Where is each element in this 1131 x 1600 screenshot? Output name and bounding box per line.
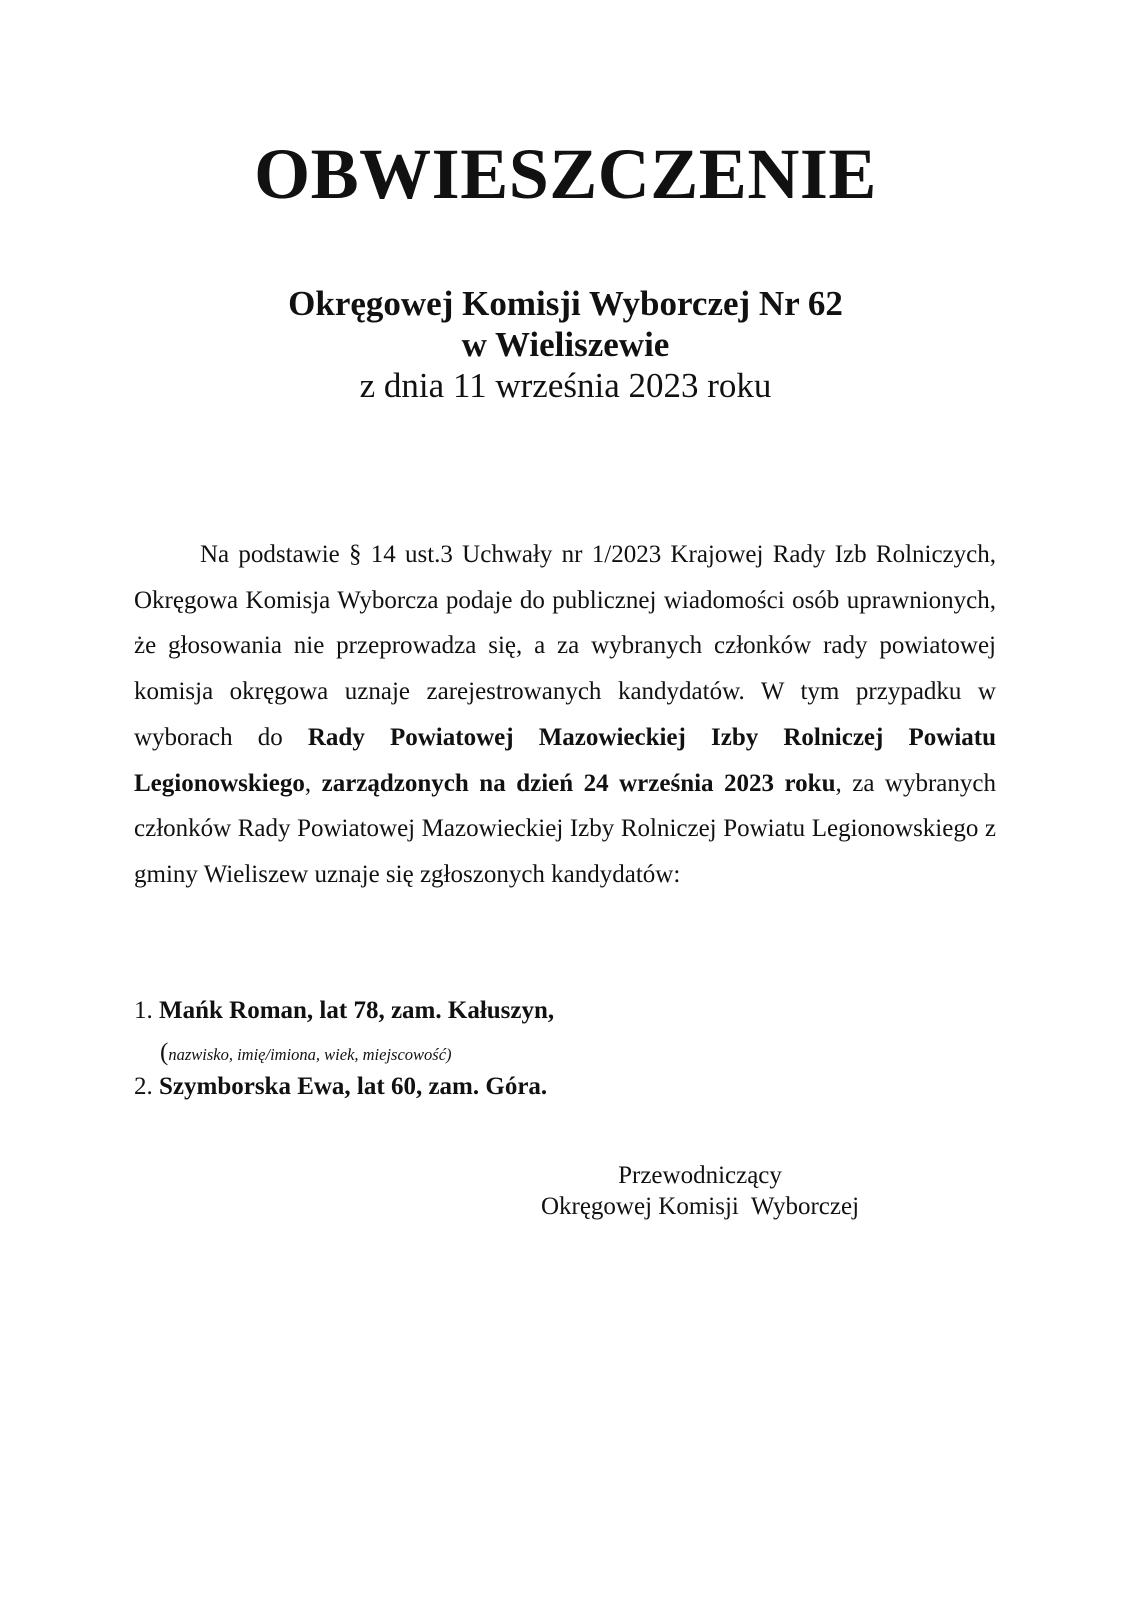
body-bold-election-date: zarządzonych na dzień 24 września 2023 roku (321, 769, 836, 797)
issuer-location: w Wieliszewie (461, 325, 670, 364)
document-title: OBWIESZCZENIE (254, 134, 877, 214)
candidate-item-2 (134, 1072, 547, 1102)
issuer-block (0, 283, 1131, 406)
hint-open-paren: ( (160, 1039, 169, 1066)
body-text-part-2: , (304, 769, 322, 797)
body-text-part-1: Na podstawie § 14 ust.3 Uchwały nr 1/2023 Krajowej Rady Izb Rolniczych, Okręgowa Komisja Wyborcza podaje do publicznej wiadomości osób uprawnionych, że głosowania nie przeprowadza się, a za wybranych członków rady powiatowej komisja okręgowa uznaje zarejestrowanych kandydatów. W tym przypadku w wyborach do (134, 541, 996, 751)
body-bold-council: Rady Powiatowej Mazowieckiej Izby Rolniczej Powiatu Legionowskiego (134, 723, 996, 797)
candidate-entry: Szymborska Ewa, lat 60, zam. Góra. (159, 1073, 548, 1100)
candidate-entry: Mańk Roman, lat 78, zam. Kałuszyn, (159, 997, 555, 1024)
candidate-number: 2. (134, 1073, 153, 1100)
candidate-number: 1. (134, 997, 153, 1024)
signature-role: Przewodniczący (618, 1162, 782, 1189)
body-text-part-3: , za wybranych członków Rady Powiatowej Mazowieckiej Izby Rolniczej Powiatu Legionowskiego z gminy Wieliszew uznaje się zgłoszonych kandydatów: (134, 769, 997, 888)
candidate-format-hint (160, 1038, 452, 1071)
issue-date: z dnia 11 września 2023 roku (359, 366, 772, 405)
candidate-item-1 (134, 996, 554, 1026)
hint-text: nazwisko, imię/imiona, wiek, miejscowość) (168, 1045, 452, 1064)
notice-body (134, 532, 996, 898)
signature-body: Okręgowej Komisji Wyborczej (540, 1193, 860, 1220)
signature-block (480, 1160, 920, 1222)
issuer-name: Okręgowej Komisji Wyborczej Nr 62 (288, 284, 843, 323)
